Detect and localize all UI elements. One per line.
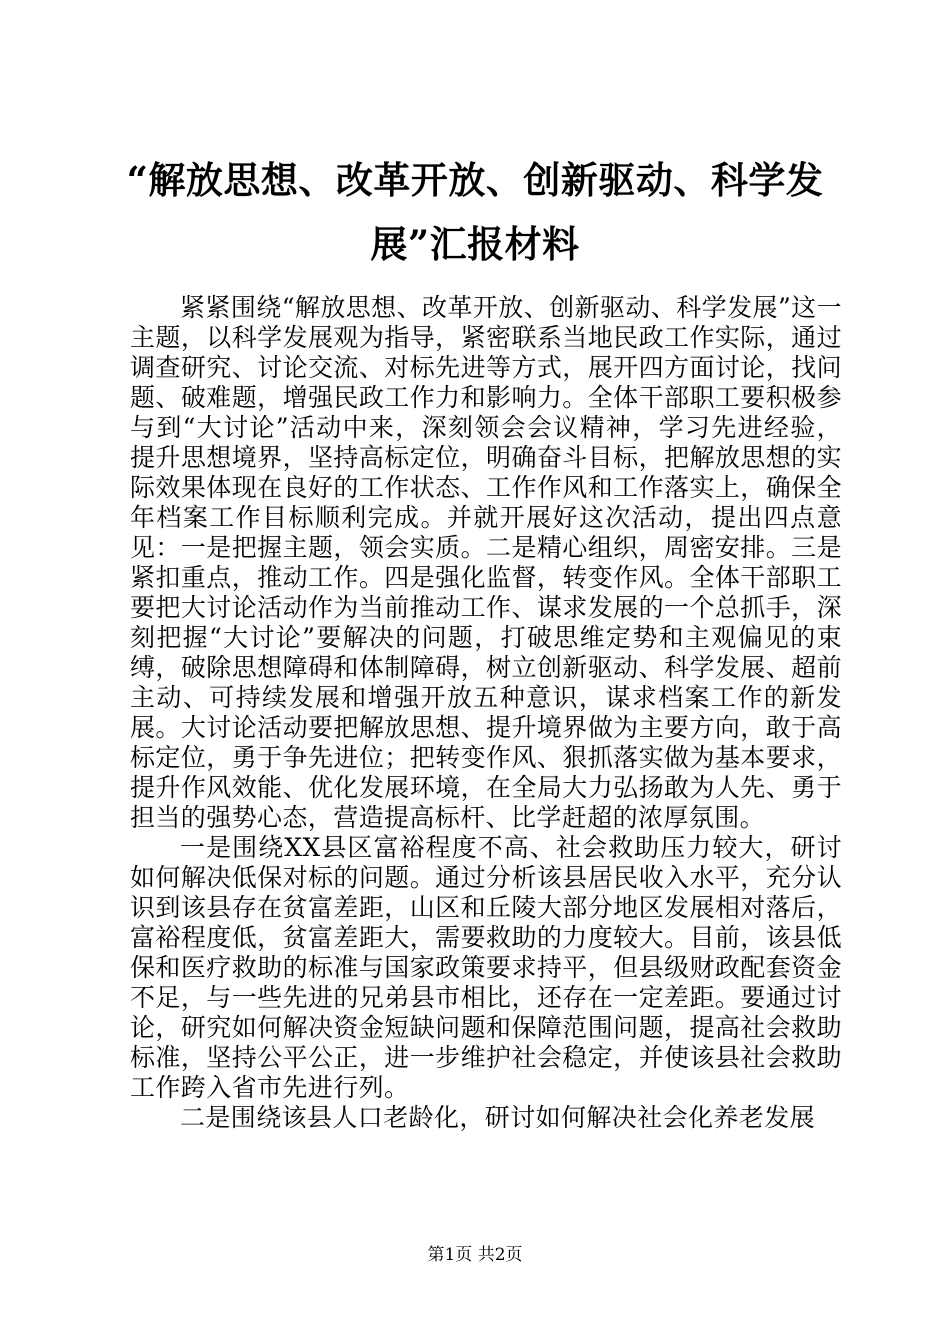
document-body — [130, 293, 842, 1133]
title-line-1: “解放思想、改革开放、创新驱动、科学发 — [126, 158, 824, 202]
paragraph-first-point: 一是围绕XX县区富裕程度不高、社会救助压力较大，研讨如何解决低保对标的问题。通过分析该县居民收入水平，充分认识到该县存在贫富差距，山区和丘陵大部分地区发展相对落后，富裕程度低，贫富差距大，需要救助的力度较大。目前，该县低保和医疗救助的标准与国家政策要求持平，但县级财政配套资金不足，与一些先进的兄弟县市相比，还存在一定差距。要通过讨论，研究如何解决资金短缺问题和保障范围问题，提高社会救助标准，坚持公平公正，进一步维护社会稳定，并使该县社会救助工作跨入省市先进行列。 — [130, 833, 842, 1102]
document-title — [90, 148, 860, 276]
page-footer: 第1页 共2页 — [427, 1245, 523, 1265]
title-line-2: 展”汇报材料 — [370, 222, 580, 266]
paragraph-second-point: 二是围绕该县人口老龄化，研讨如何解决社会化养老发展 — [180, 1103, 816, 1132]
paragraph-intro: 紧紧围绕“解放思想、改革开放、创新驱动、科学发展”这一主题，以科学发展观为指导，紧密联系当地民政工作实际，通过调查研究、讨论交流、对标先进等方式，展开四方面讨论，找问题、破难题，增强民政工作力和影响力。全体干部职工要积极参与到“大讨论”活动中来，深刻领会会议精神，学习先进经验，提升思想境界，坚持高标定位，明确奋斗目标，把解放思想的实际效果体现在良好的工作状态、工作作风和工作落实上，确保全年档案工作目标顺利完成。并就开展好这次活动，提出四点意见：一是把握主题，领会实质。二是精心组织，周密安排。三是紧扣重点，推动工作。四是强化监督，转变作风。全体干部职工要把大讨论活动作为当前推动工作、谋求发展的一个总抓手，深刻把握“大讨论”要解决的问题，打破思维定势和主观偏见的束缚，破除思想障碍和体制障碍，树立创新驱动、科学发展、超前主动、可持续发展和增强开放五种意识，谋求档案工作的新发展。大讨论活动要把解放思想、提升境界做为主要方向，敢于高标定位，勇于争先进位；把转变作风、狠抓落实做为基本要求，提升作风效能、优化发展环境，在全局大力弘扬敢为人先、勇于担当的强势心态，营造提高标杆、比学赶超的浓厚氛围。 — [130, 293, 842, 832]
